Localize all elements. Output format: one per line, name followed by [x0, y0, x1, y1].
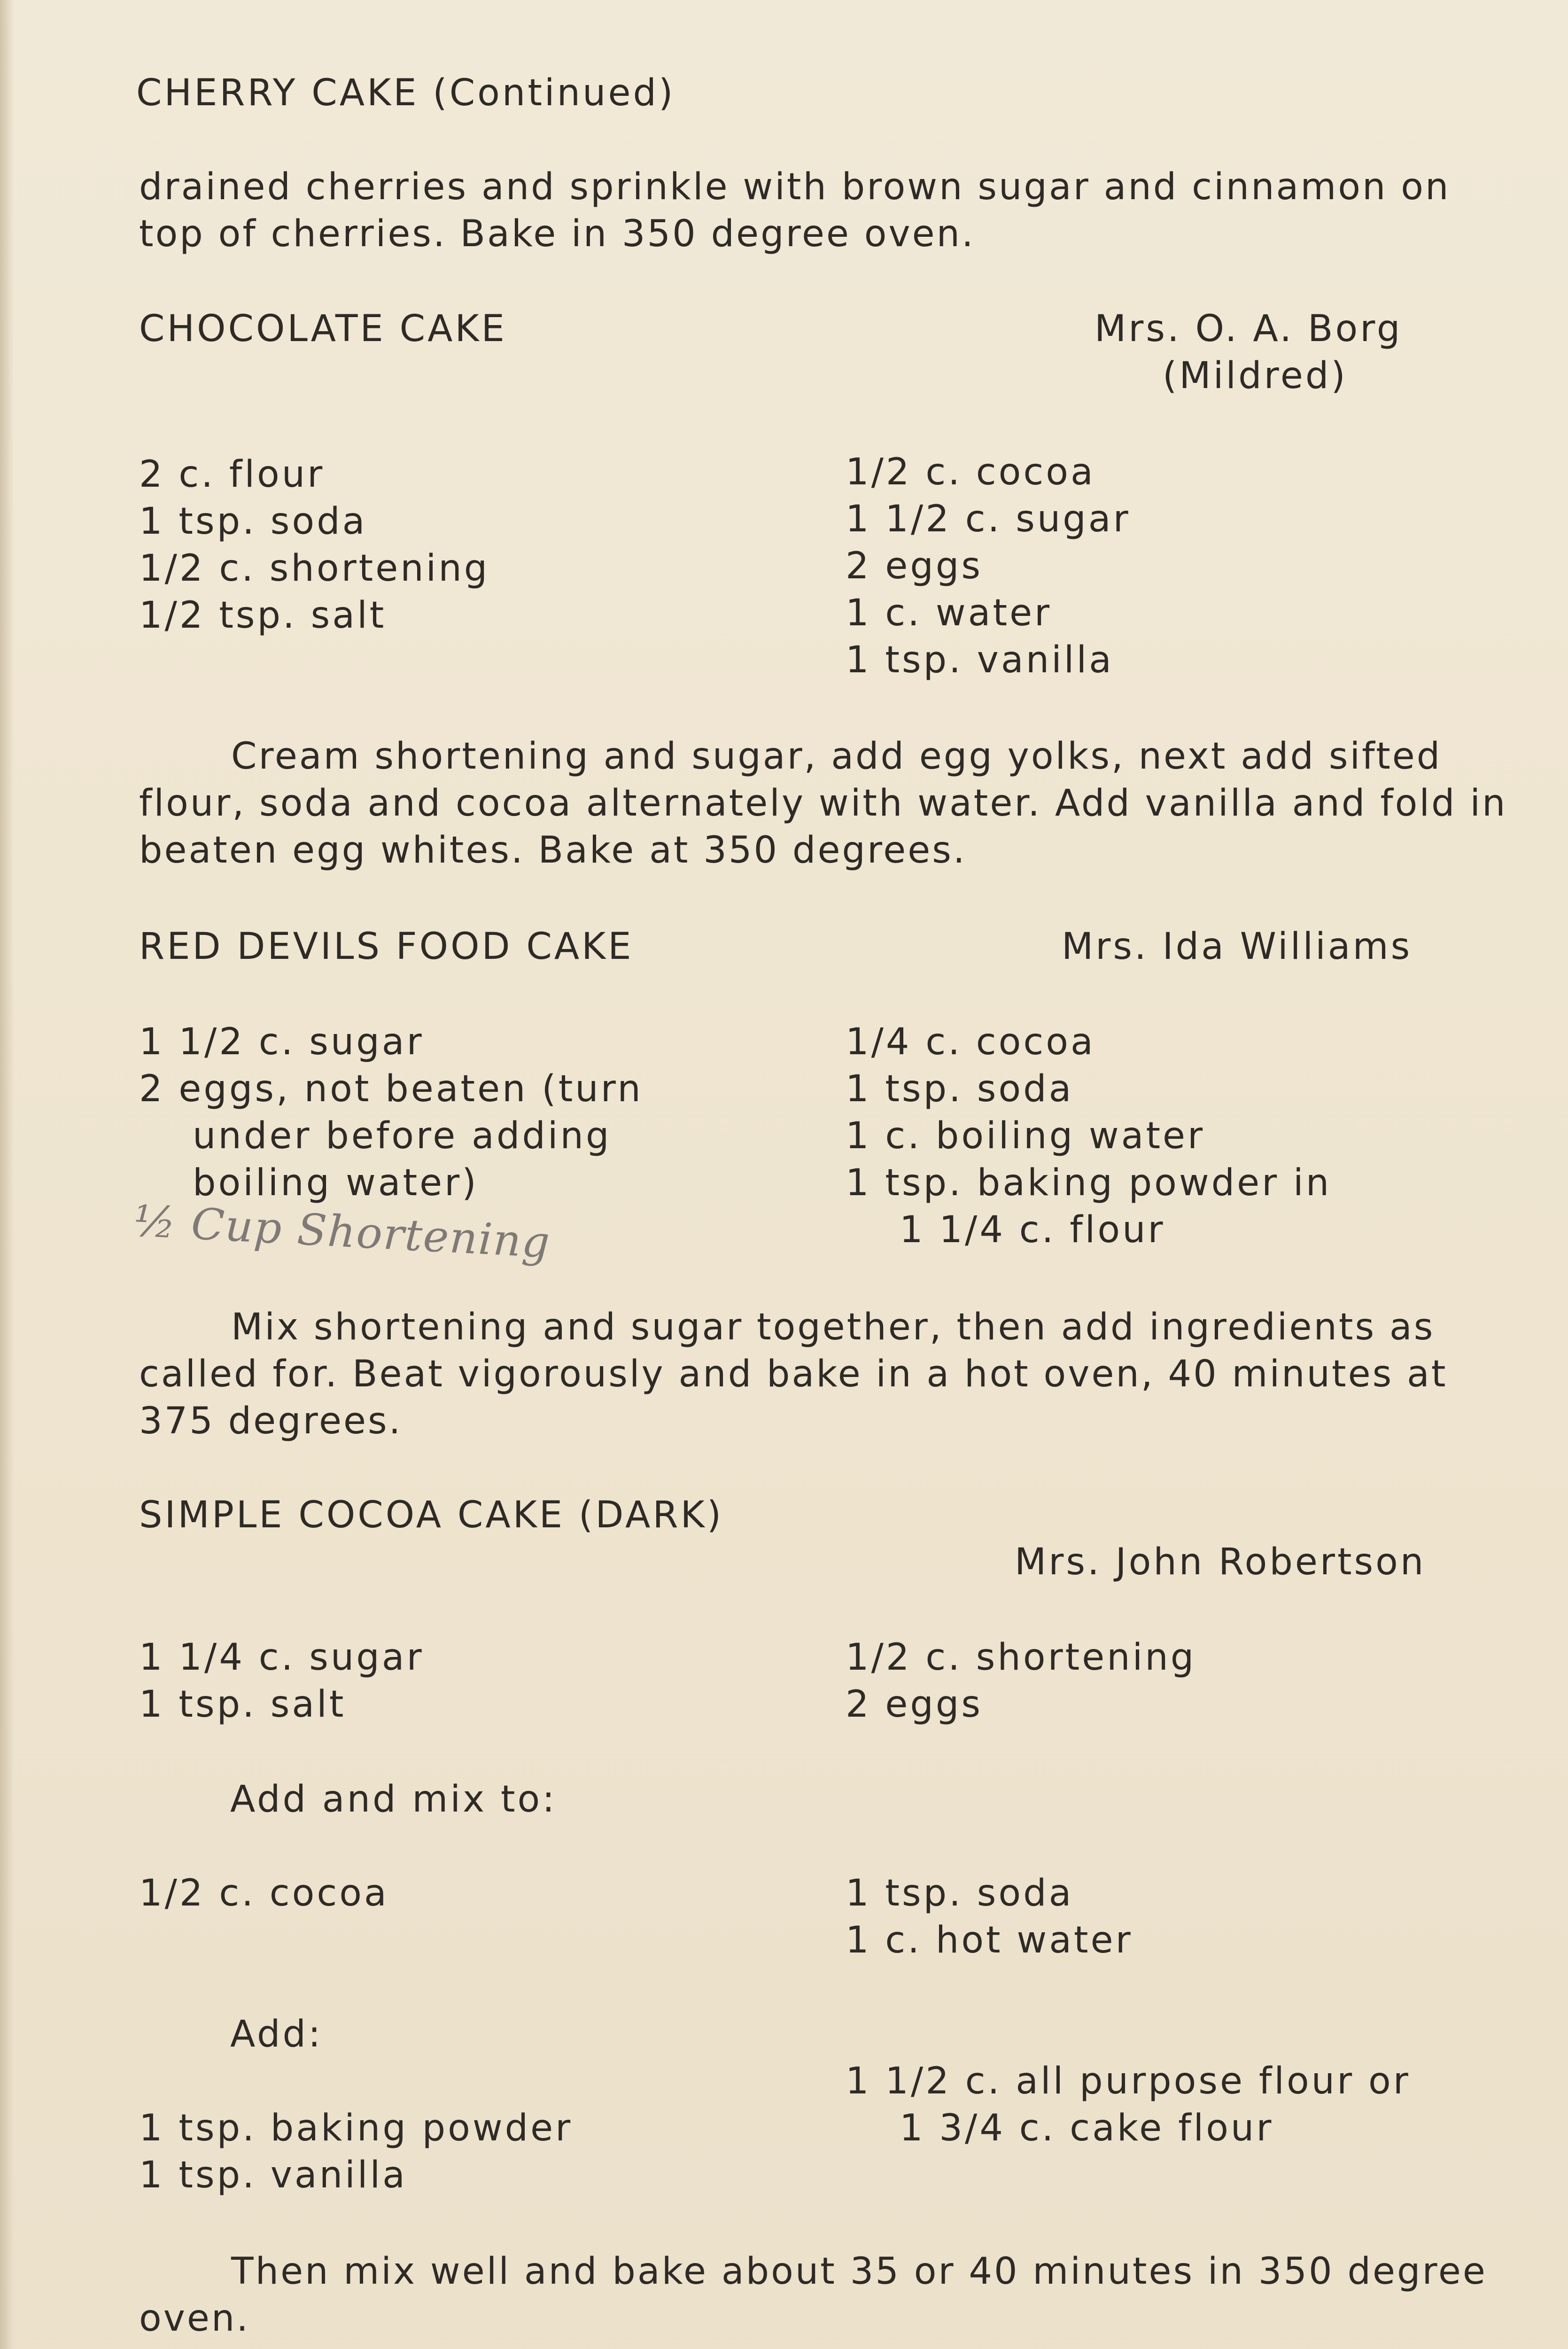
- handwritten-note: ½ Cup Shortening: [132, 1196, 552, 1268]
- chocolate-cake-author-note: (Mildred): [1163, 355, 1348, 397]
- simple-cocoa-step-2: Add:: [230, 2013, 323, 2055]
- ingredient: 1 tsp. vanilla: [139, 2154, 407, 2196]
- ingredient: 1 c. boiling water: [846, 1115, 1205, 1157]
- ingredient: 1 tsp. baking powder in: [846, 1162, 1332, 1204]
- ingredient: 1 3/4 c. cake flour: [900, 2107, 1274, 2149]
- ingredient: 1/2 c. cocoa: [846, 451, 1095, 493]
- continued-heading: CHERRY CAKE (Continued): [136, 72, 675, 114]
- ingredient: 1 tsp. baking powder: [139, 2107, 573, 2149]
- chocolate-cake-author: Mrs. O. A. Borg: [1094, 308, 1403, 350]
- simple-cocoa-author: Mrs. John Robertson: [1015, 1541, 1426, 1583]
- ingredient: 1 tsp. soda: [846, 1068, 1074, 1110]
- ingredient: 2 c. flour: [139, 453, 325, 496]
- ingredient: 1 c. hot water: [846, 1919, 1133, 1961]
- chocolate-cake-title: CHOCOLATE CAKE: [139, 308, 507, 350]
- ingredient: 1/2 c. cocoa: [139, 1872, 389, 1914]
- ingredient: 1 tsp. soda: [139, 500, 367, 543]
- ingredient: 1/2 tsp. salt: [139, 594, 387, 637]
- ingredient: 1 1/2 c. all purpose flour or: [846, 2060, 1411, 2102]
- simple-cocoa-step-1: Add and mix to:: [230, 1778, 557, 1820]
- ingredient: 2 eggs: [846, 1683, 983, 1726]
- ingredient: 1 tsp. soda: [846, 1872, 1074, 1914]
- ingredient: boiling water): [193, 1162, 479, 1204]
- simple-cocoa-title: SIMPLE COCOA CAKE (DARK): [139, 1494, 724, 1536]
- chocolate-cake-directions: Cream shortening and sugar, add egg yolks, next add sifted flour, soda and cocoa alternately with water. Add vanilla and fold in beaten egg whites. Bake at 350 degrees.: [139, 735, 1507, 871]
- ingredient: 2 eggs, not beaten (turn: [139, 1068, 643, 1110]
- ingredient: 1/2 c. shortening: [139, 547, 490, 590]
- ingredient: under before adding: [193, 1115, 612, 1157]
- ingredient: 1/4 c. cocoa: [846, 1021, 1095, 1063]
- ingredient: 1/2 c. shortening: [846, 1636, 1196, 1679]
- ingredient: 1 1/4 c. flour: [900, 1209, 1165, 1251]
- continued-text: drained cherries and sprinkle with brown sugar and cinnamon on top of cherries. Bake in 350 degree oven.: [139, 166, 1451, 255]
- ingredient: 1 tsp. salt: [139, 1683, 346, 1726]
- ingredient: 1 1/4 c. sugar: [139, 1636, 424, 1679]
- ingredient: 2 eggs: [846, 545, 983, 587]
- ingredient: 1 tsp. vanilla: [846, 639, 1114, 681]
- simple-cocoa-directions: Then mix well and bake about 35 or 40 minutes in 350 degree oven.: [139, 2250, 1487, 2340]
- red-devils-author: Mrs. Ida Williams: [1062, 926, 1413, 968]
- ingredient: 1 c. water: [846, 592, 1052, 634]
- red-devils-directions: Mix shortening and sugar together, then add ingredients as called for. Beat vigorously and bake in a hot oven, 40 minutes at 375 degrees.: [139, 1306, 1448, 1442]
- ingredient: 1 1/2 c. sugar: [846, 498, 1131, 540]
- red-devils-title: RED DEVILS FOOD CAKE: [139, 926, 634, 968]
- ingredient: 1 1/2 c. sugar: [139, 1021, 424, 1063]
